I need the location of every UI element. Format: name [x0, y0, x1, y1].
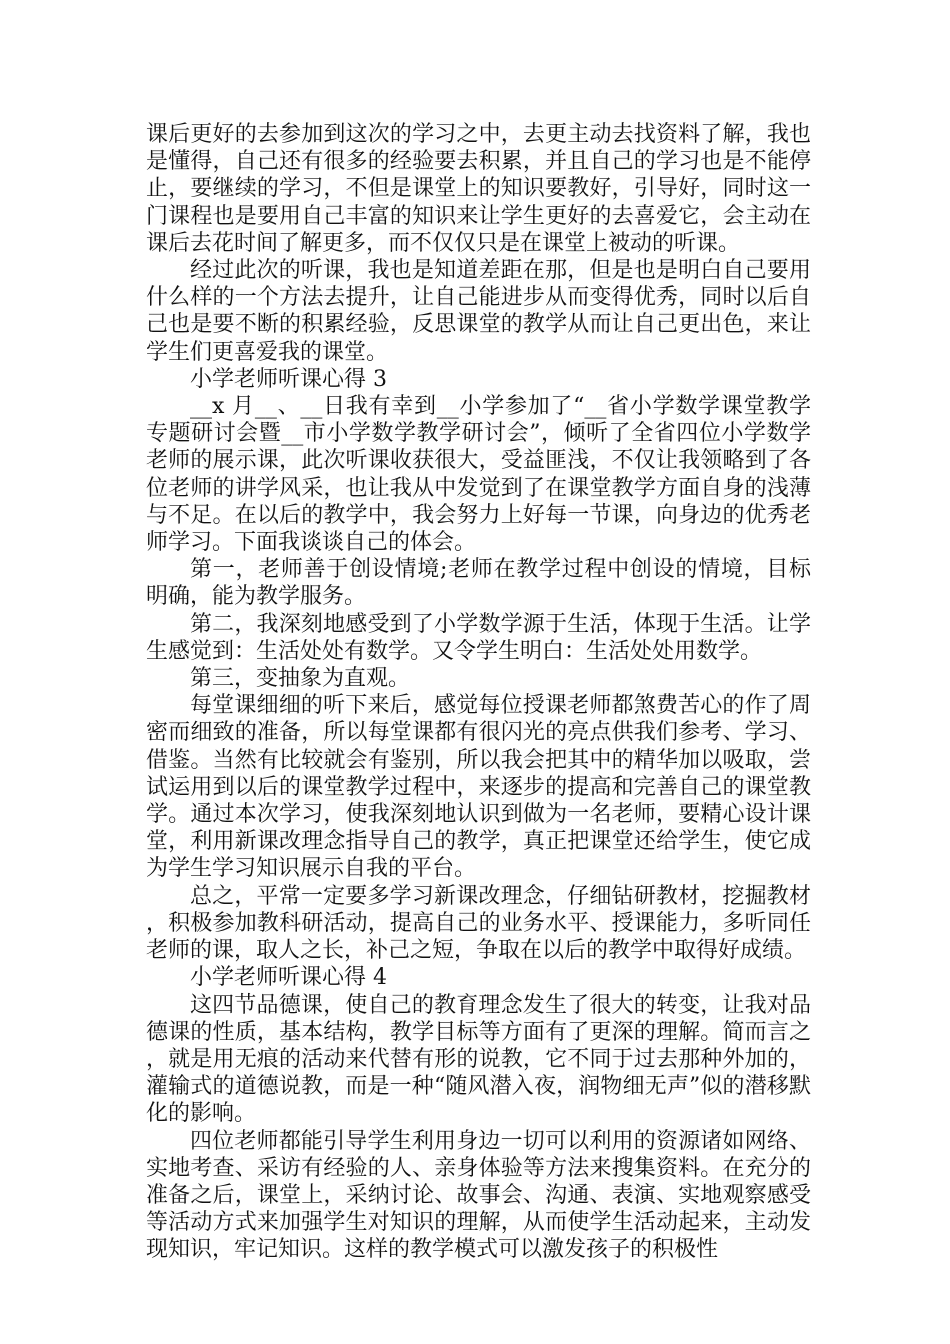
paragraph-observation: 每堂课细细的听下来后，感觉每位授课老师都煞费苦心的作了周密而细致的准备，所以每堂课都有很闪光的亮点供我们参考、学习、借鉴。当然有比较就会有鉴别，所以我会把其中的精华加以吸取，尝试运用到以后的课堂教学过程中，来逐步的提高和完善自己的课堂教学。通过本次学习，使我深刻地认识到做为一名老师，要精心设计课堂，利用新课改理念指导自己的教学，真正把课堂还给学生，使它成为学生学习知识展示自我的平台。 — [146, 693, 811, 882]
paragraph-resources: 四位老师都能引导学生利用身边一切可以利用的资源诸如网络、实地考查、采访有经验的人、亲身体验等方法来搜集资料。在充分的准备之后，课堂上，采纳讨论、故事会、沟通、表演、实地观察感受等活动方式来加强学生对知识的理解，从而使学生活动起来，主动发现知识，牢记知识。这样的教学模式可以激发孩子的积极性 — [146, 1128, 811, 1263]
section-heading-4: 小学老师听课心得 4 — [190, 965, 387, 991]
paragraph-seminar: __x 月__、__日我有幸到__小学参加了“__省小学数学课堂教学专题研讨会暨__市小学数学教学研讨会”，倾听了全省四位小学数学老师的展示课，此次听课收获很大，受益匪浅，不仅让我领略到了各位老师的讲学风采，也让我从中发觉到了在课堂教学方面自身的浅薄与不足。在以后的教学中，我会努力上好每一节课，向身边的优秀老师学习。下面我谈谈自己的体会。 — [146, 394, 811, 556]
paragraph-point-2: 第二，我深刻地感受到了小学数学源于生活，体现于生活。让学生感觉到：生活处处有数学。又令学生明白：生活处处用数学。 — [146, 611, 811, 664]
paragraph-point-1: 第一，老师善于创设情境;老师在教学过程中创设的情境，目标明确，能为教学服务。 — [146, 557, 811, 610]
paragraph-moral-class: 这四节品德课，使自己的教育理念发生了很大的转变，让我对品德课的性质，基本结构，教学目标等方面有了更深的理解。简而言之，就是用无痕的活动来代替有形的说教，它不同于过去那种外加的，灌输式的道德说教，而是一种“随风潜入夜，润物细无声”似的潜移默化的影响。 — [146, 992, 811, 1127]
paragraph-summary: 总之，平常一定要多学习新课改理念，仔细钻研教材，挖掘教材，积极参加教科研活动，提高自己的业务水平、授课能力，多听同任老师的课，取人之长，补己之短，争取在以后的教学中取得好成绩。 — [146, 883, 811, 964]
paragraph-intro-continuation: 课后更好的去参加到这次的学习之中，去更主动去找资料了解，我也是懂得，自己还有很多的经验要去积累，并且自己的学习也是不能停止，要继续的学习，不但是课堂上的知识要教好，引导好，同时这一门课程也是要用自己丰富的知识来让学生更好的去喜爱它，会主动在课后去花时间了解更多，而不仅仅只是在课堂上被动的听课。 — [146, 122, 811, 256]
section-heading-3: 小学老师听课心得 3 — [190, 366, 387, 392]
paragraph-reflection: 经过此次的听课，我也是知道差距在那，但是也是明白自己要用什么样的一个方法去提升，让自己能进步从而变得优秀，同时以后自己也是要不断的积累经验，反思课堂的教学从而让自己更出色，来让学生们更喜爱我的课堂。 — [146, 258, 811, 365]
paragraph-point-3: 第三，变抽象为直观。 — [190, 666, 411, 692]
document-body — [146, 121, 811, 1264]
